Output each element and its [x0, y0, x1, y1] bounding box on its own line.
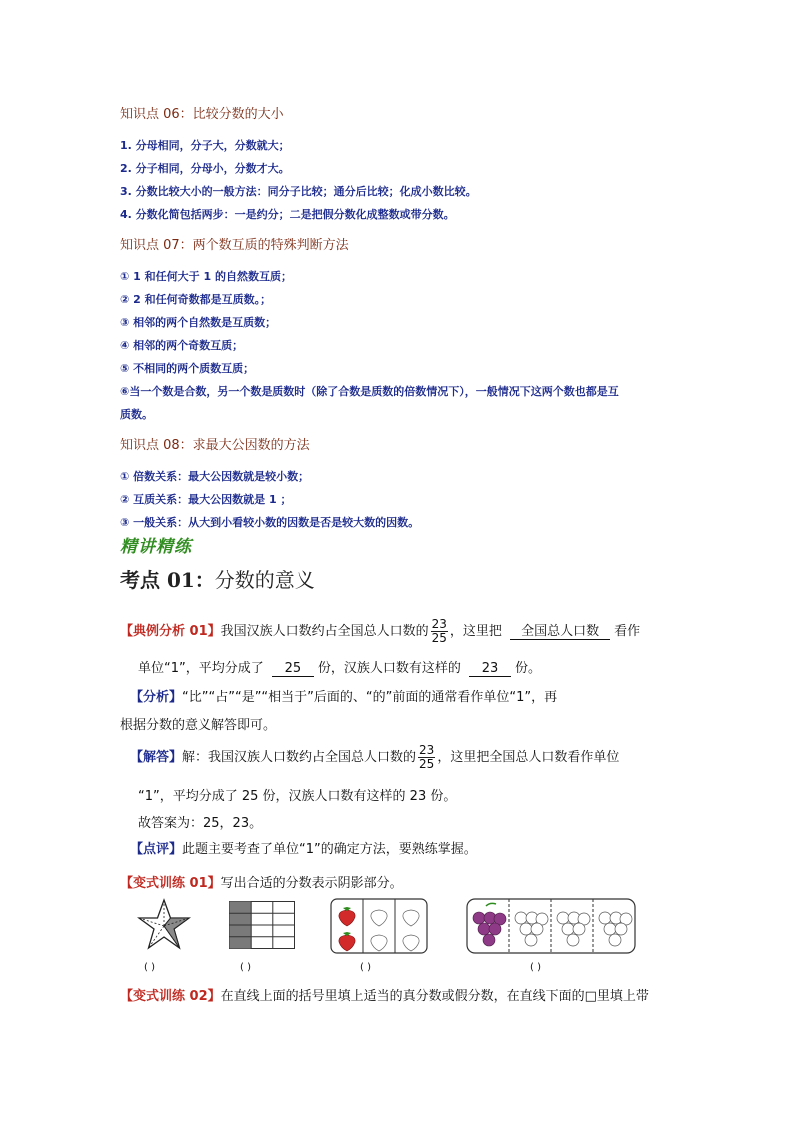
practice2-tag: 【变式训练 02】: [120, 989, 221, 1004]
kaodian-title: 分数的意义: [214, 568, 315, 592]
answer-paren-2[interactable]: ( ): [240, 962, 251, 973]
fraction-numerator: 23: [419, 743, 435, 757]
analysis-line-2: 根据分数的意义解答即可。: [120, 718, 277, 733]
comment-tag: 【点评】: [130, 842, 183, 857]
kp07-item-6: ⑥当一个数是合数，另一个数是质数时（除了合数是质数的倍数情况下），一般情况下这两个数也都是互: [120, 385, 619, 398]
kp07-item-6-cont: 质数。: [120, 408, 153, 421]
kp07-item-4: ④ 相邻的两个奇数互质；: [120, 339, 244, 352]
answer-line-1: [130, 744, 619, 771]
example-tag: 【典例分析 01】: [120, 624, 221, 639]
practice2-line: [120, 985, 649, 1004]
kp07-item-5: ⑤ 不相同的两个质数互质；: [120, 362, 255, 375]
practice1-text: 写出合适的分数表示阴影部分。: [220, 876, 403, 891]
answer-line-3: 故答案为：25，23。: [138, 816, 263, 831]
blank-3: 23: [469, 661, 511, 677]
grid-figure: [229, 901, 295, 949]
fraction-numerator: 23: [431, 617, 447, 631]
kp07-item-1: ① 1 和任何大于 1 的自然数互质；: [120, 270, 292, 283]
example-line-2: [138, 657, 541, 677]
answer-paren-1[interactable]: ( ): [144, 962, 155, 973]
section-banner: 精讲精练: [120, 537, 192, 557]
answer-tag: 【解答】: [130, 750, 183, 765]
fraction-denominator: 25: [431, 631, 447, 645]
kp08-title: 知识点 08：求最大公因数的方法: [120, 438, 310, 453]
answer-text-1a: 解：我国汉族人口数约占全国总人口数的: [182, 750, 417, 765]
kp06-item-4: 4. 分数化简包括两步：一是约分；二是把假分数化成整数或带分数。: [120, 208, 455, 221]
example-text-2a: 单位“1”，平均分成了: [138, 661, 264, 676]
fraction-23-25: [431, 618, 448, 645]
kp08-item-3: ③ 一般关系：从大到小看较小数的因数是否是较大数的因数。: [120, 516, 420, 529]
practice1-line: [120, 872, 403, 891]
kp07-item-2: ② 2 和任何奇数都是互质数。；: [120, 293, 272, 306]
blank-1: 全国总人口数: [510, 620, 610, 640]
grape-icon-outline: [515, 912, 632, 946]
answer-paren-3[interactable]: ( ): [360, 962, 371, 973]
example-line-1: [120, 618, 640, 645]
kp06-title: 知识点 06：比较分数的大小: [120, 107, 284, 122]
kp07-item-3: ③ 相邻的两个自然数是互质数；: [120, 316, 277, 329]
example-text-1b: ，这里把: [449, 624, 502, 639]
example-text-2b: 份，汉族人口数有这样的: [317, 661, 461, 676]
grape-figure: [466, 898, 636, 954]
kp07-title: 知识点 07：两个数互质的特殊判断方法: [120, 238, 349, 253]
kaodian-heading: [120, 564, 315, 593]
analysis-text-1: “比”“占”“是”“相当于”后面的、“的”前面的通常看作单位“1”，再: [182, 690, 558, 705]
example-text-1a: 我国汉族人口数约占全国总人口数的: [220, 624, 429, 639]
blank-2: 25: [272, 661, 314, 677]
comment-line: [130, 838, 477, 857]
fraction-23-25-answer: [418, 744, 435, 771]
practice1-tag: 【变式训练 01】: [120, 876, 221, 891]
answer-paren-4[interactable]: ( ): [530, 962, 541, 973]
star-figure: [136, 898, 192, 952]
analysis-line-1: [130, 686, 557, 705]
answer-text-1b: ，这里把全国总人口数看作单位: [437, 750, 620, 765]
answer-line-2: “1”，平均分成了 25 份，汉族人口数有这样的 23 份。: [138, 789, 457, 804]
kp08-item-2: ② 互质关系：最大公因数就是 1 ；: [120, 493, 292, 506]
comment-text: 此题主要考查了单位“1”的确定方法，要熟练掌握。: [182, 842, 477, 857]
strawberry-figure: [330, 898, 428, 954]
kp06-item-3: 3. 分数比较大小的一般方法：同分子比较；通分后比较；化成小数比较。: [120, 185, 477, 198]
practice2-text: 在直线上面的括号里填上适当的真分数或假分数，在直线下面的□里填上带: [220, 989, 649, 1004]
kp06-item-1: 1. 分母相同，分子大，分数就大；: [120, 139, 290, 152]
kp06-item-2: 2. 分子相同，分母小，分数才大。: [120, 162, 290, 175]
kaodian-prefix: 考点 01：: [120, 568, 215, 592]
kp08-item-1: ① 倍数关系：最大公因数就是较小数；: [120, 470, 310, 483]
fraction-denominator: 25: [419, 757, 435, 771]
example-text-2c: 份。: [515, 661, 542, 676]
analysis-tag: 【分析】: [130, 690, 183, 705]
example-text-1c: 看作: [614, 624, 641, 639]
